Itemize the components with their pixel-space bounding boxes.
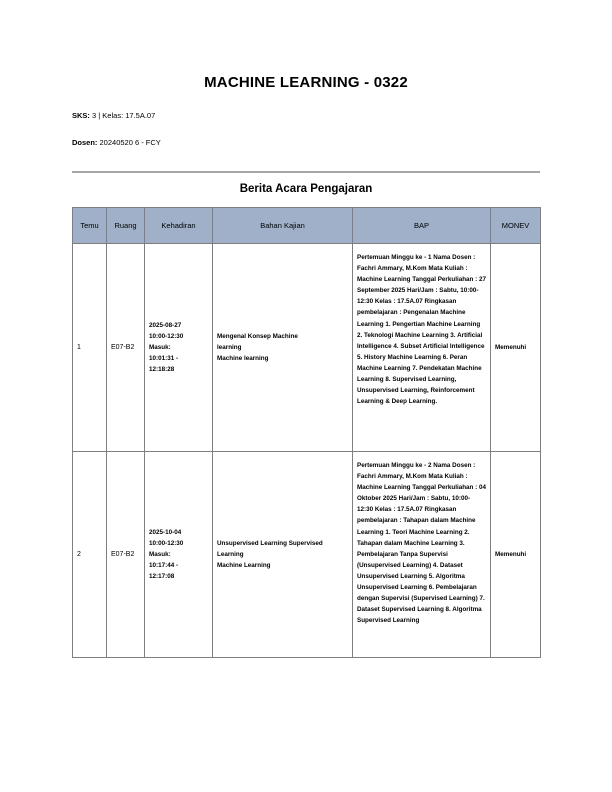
cell-bap: Pertemuan Minggu ke - 2 Nama Dosen : Fachri Ammary, M.Kom Mata Kuliah : Machine Learning Tanggal Perkuliahan : 04 Oktober 2025 Hari/Jam : Sabtu, 10:00-12:30 Kelas : 17.5A.07 Ringkasan pembelajaran : Tahapan dalam Machine Learning 1. Teori Machine Learning 2. Tahapan dalam Machine Learning 3. Pembelajaran Tanpa Supervisi (Unsupervised Learning) 4. Dataset Unsupervised Learning 5. Algoritma Unsupervised Learning 6. Pembelajaran dengan Supervisi (Supervised Learning) 7. Dataset Supervised Learning 8. Algoritma Supervised Learning	[353, 452, 491, 658]
header-temu: Temu	[73, 208, 107, 244]
kehadiran-masuk: Masuk:	[149, 343, 171, 351]
dosen-label: Dosen:	[72, 138, 98, 147]
kehadiran-out: 12:18:28	[149, 366, 175, 374]
kehadiran-date: 2025-10-04	[149, 528, 182, 536]
cell-temu: 2	[73, 452, 107, 658]
bahan-line: Unsupervised Learning Supervised	[217, 539, 323, 547]
cell-bahan-kajian	[213, 244, 353, 452]
dosen-info	[72, 138, 161, 147]
kehadiran-time: 10:00-12:30	[149, 332, 184, 340]
bap-table	[72, 207, 541, 658]
header-monev: MONEV	[491, 208, 541, 244]
sks-info	[72, 111, 155, 120]
kehadiran-out: 12:17:08	[149, 573, 175, 581]
cell-temu: 1	[73, 244, 107, 452]
bahan-line: Learning	[217, 550, 244, 558]
dosen-value: 20240520 6 - FCY	[99, 138, 161, 147]
bahan-line: learning	[217, 343, 242, 351]
kehadiran-in: 10:17:44 -	[149, 562, 179, 570]
cell-bap: Pertemuan Minggu ke - 1 Nama Dosen : Fachri Ammary, M.Kom Mata Kuliah : Machine Learning Tanggal Perkuliahan : 27 September 2025 Hari/Jam : Sabtu, 10:00-12:30 Kelas : 17.5A.07 Ringkasan pembelajaran : Pengenalan Machine Learning 1. Pengertian Machine Learning 2. Teknologi Machine Learning 3. Artificial Intelligence 4. Subset Artificial Intelligence 5. History Machine Learning 6. Peran Machine Learning 7. Pendekatan Machine Learning 8. Supervised Learning, Unsupervised Learning, Reinforcement Learning & Deep Learning.	[353, 244, 491, 452]
cell-monev: Memenuhi	[491, 244, 541, 452]
bahan-line: Machine learning	[217, 355, 269, 363]
cell-ruang: E07-B2	[107, 244, 145, 452]
kehadiran-time: 10:00-12:30	[149, 539, 184, 547]
header-ruang: Ruang	[107, 208, 145, 244]
kehadiran-in: 10:01:31 -	[149, 355, 179, 363]
cell-kehadiran	[145, 244, 213, 452]
table-row	[73, 244, 541, 452]
kehadiran-date: 2025-08-27	[149, 321, 182, 329]
header-kehadiran: Kehadiran	[145, 208, 213, 244]
sks-value: 3 | Kelas: 17.5A.07	[92, 111, 156, 120]
kehadiran-masuk: Masuk:	[149, 550, 171, 558]
bahan-line: Machine Learning	[217, 562, 271, 570]
cell-kehadiran	[145, 452, 213, 658]
header-bahan-kajian: Bahan Kajian	[213, 208, 353, 244]
header-bap: BAP	[353, 208, 491, 244]
table-header-row	[73, 208, 541, 244]
bahan-line: Mengenal Konsep Machine	[217, 332, 298, 340]
divider	[72, 171, 540, 173]
cell-ruang: E07-B2	[107, 452, 145, 658]
table-row	[73, 452, 541, 658]
sks-label: SKS:	[72, 111, 90, 120]
cell-monev: Memenuhi	[491, 452, 541, 658]
cell-bahan-kajian	[213, 452, 353, 658]
page-title: MACHINE LEARNING - 0322	[204, 74, 408, 91]
section-title: Berita Acara Pengajaran	[239, 183, 373, 195]
